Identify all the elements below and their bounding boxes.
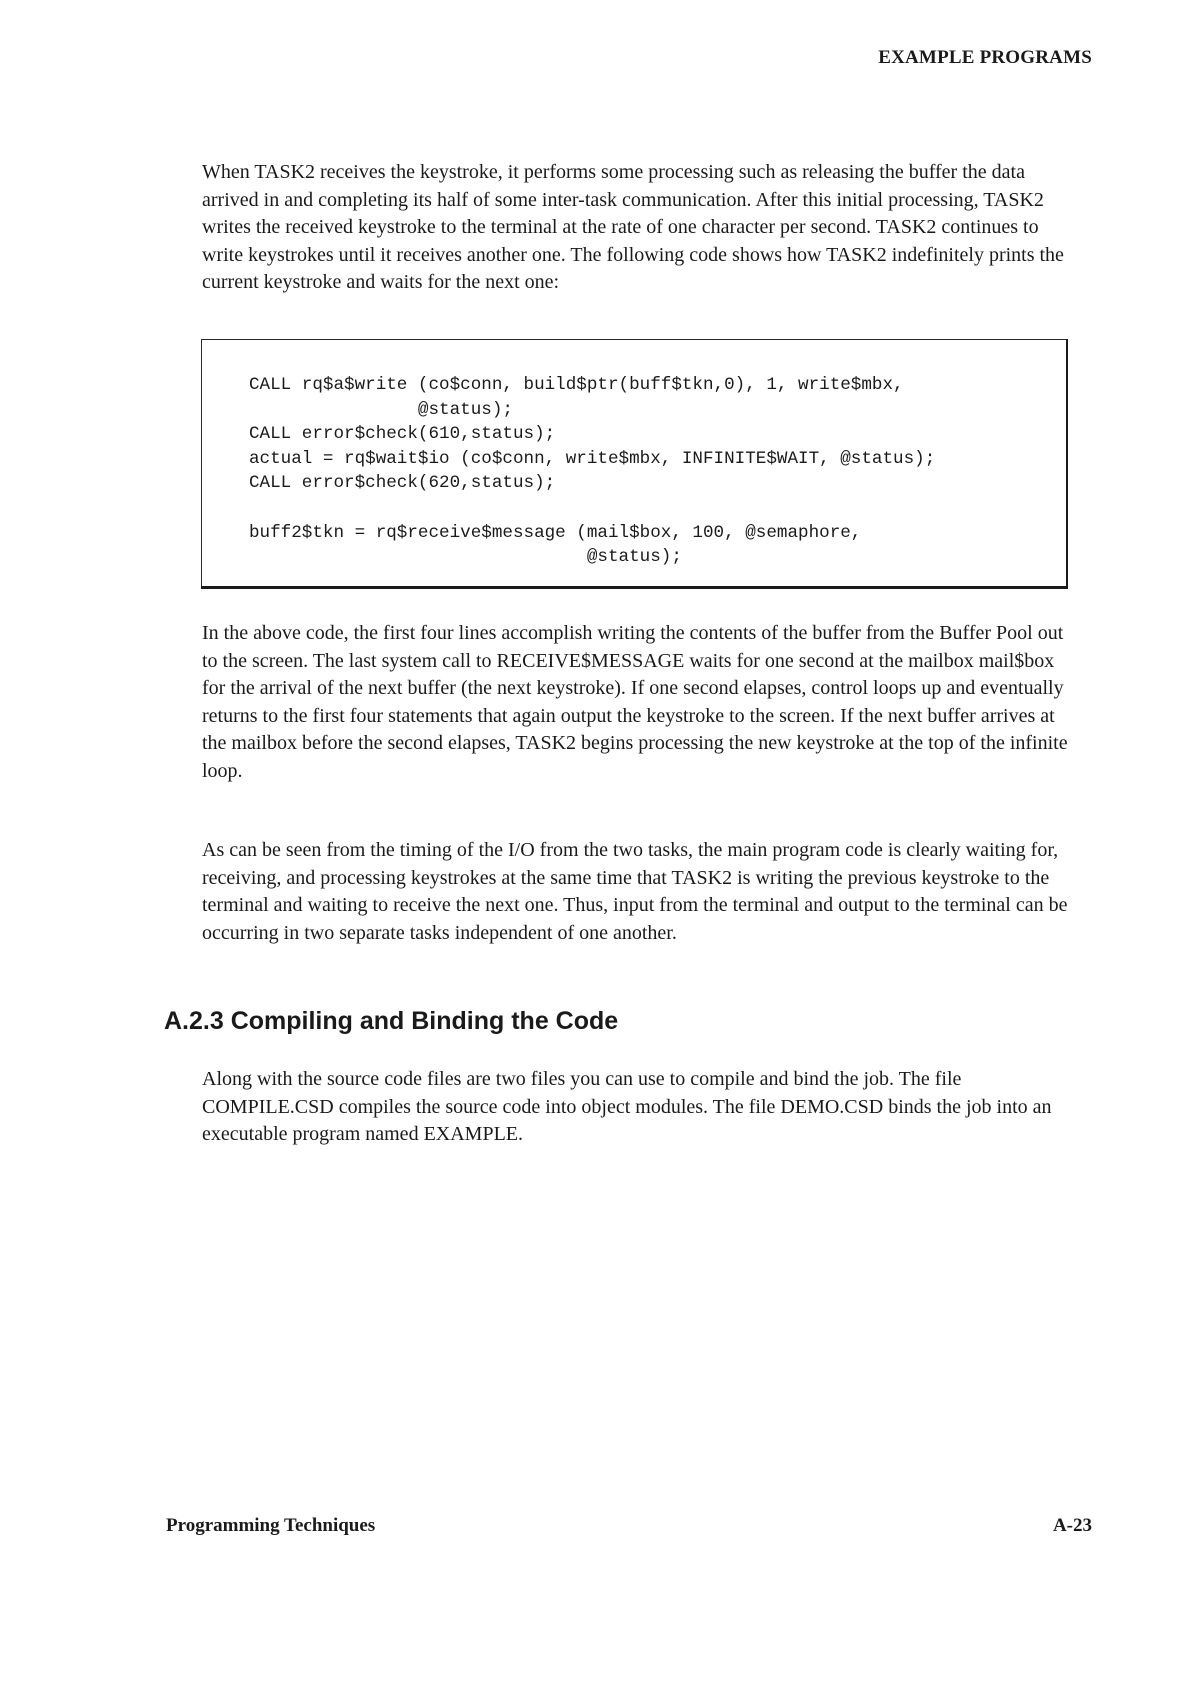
paragraph-task2-processing: When TASK2 receives the keystroke, it performs some processing such as releasing the buffer the data arrived in and completing its half of some inter-task communication. After this initial processing, TASK2 writes the received keystroke to the terminal at the rate of one character per second. TASK2 continues to write keystrokes until it receives another one. The following code shows how TASK2 indefinitely prints the current keystroke and waits for the next one: (202, 161, 1064, 294)
paragraph-io-timing: As can be seen from the timing of the I/O from the two tasks, the main program code is clearly waiting for, receiving, and processing keystrokes at the same time that TASK2 is writing the previous keystroke to the terminal and waiting to receive the next one. Thus, input from the terminal and output to the terminal can be occurring in two separate tasks independent of one another. (202, 839, 1068, 944)
paragraph-compile-bind: Along with the source code files are two files you can use to compile and bind the job. The file COMPILE.CSD compiles the source code into object modules. The file DEMO.CSD binds the job into an executable program named EXAMPLE. (202, 1068, 1052, 1146)
footer-title: Programming Techniques (166, 1515, 376, 1536)
paragraph-code-explanation: In the above code, the first four lines accomplish writing the contents of the buffer from the Buffer Pool out to the screen. The last system call to RECEIVE$MESSAGE waits for one second at the mailbox mail$box for the arrival of the next buffer (the next keystroke). If one second elapses, control loops up and eventually returns to the first four statements that again output the keystroke to the screen. If the next buffer arrives at the mailbox before the second elapses, TASK2 begins processing the new keystroke at the top of the infinite loop. (202, 622, 1068, 782)
page-number: A-23 (1052, 1515, 1092, 1536)
code-listing-box (201, 339, 1068, 589)
code-listing: CALL rq$a$write (co$conn, build$ptr(buff$tkn,0), 1, write$mbx, @status); CALL error$check(610,status); actual = rq$wait$io (co$conn, write$mbx, INFINITE$WAIT, @status); CALL error$check(620,status); buff2$tkn = rq$receive$message (mail$box, 100, @semaphore, @status); (249, 375, 936, 568)
running-head: EXAMPLE PROGRAMS (878, 47, 1092, 68)
section-heading: A.2.3 Compiling and Binding the Code (164, 1007, 619, 1035)
